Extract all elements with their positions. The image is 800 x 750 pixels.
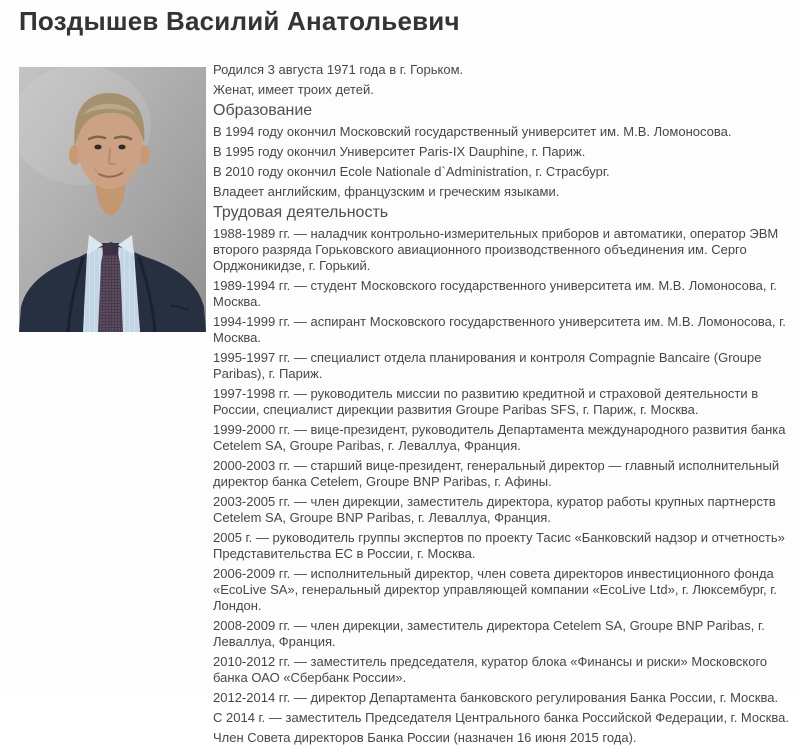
education-heading: Образование: [213, 102, 313, 119]
career-item: 1999-2000 гг. — вице-президент, руководитель Департамента международного развития банка Cetelem SA, Groupe Paribas, г. Леваллуа, Франция.: [213, 422, 786, 453]
education-item: В 1995 году окончил Университет Paris-IX Dauphine, г. Париж.: [213, 144, 586, 159]
content-area: [19, 62, 795, 750]
tie-pattern: [98, 253, 123, 332]
career-item: С 2014 г. — заместитель Председателя Центрального банка Российской Федерации, г. Москва.: [213, 710, 789, 725]
portrait-photo: [19, 67, 206, 332]
education-item: Владеет английским, французским и греческим языками.: [213, 184, 560, 199]
career-item: 2005 г. — руководитель группы экспертов по проекту Тасис «Банковский надзор и отчетность» Представительства ЕС в России, г. Москва.: [213, 530, 785, 561]
career-item: 2012-2014 гг. — директор Департамента банковского регулирования Банка России, г. Москва.: [213, 690, 779, 705]
career-item: 2010-2012 гг. — заместитель председателя, куратор блока «Финансы и риски» Московского банка ОАО «Сбербанк России».: [213, 654, 768, 685]
biography-text: [213, 62, 795, 750]
career-item: 2006-2009 гг. — исполнительный директор, член совета директоров инвестиционного фонда «EcoLive SA», генеральный директор управляющей компании «EcoLive Ltd», г. Люксембург, г. Лондон.: [213, 566, 777, 613]
eye-left: [94, 145, 101, 150]
career-item: 1994-1999 гг. — аспирант Московского государственного университета им. М.В. Ломоносова, г. Москва.: [213, 314, 786, 345]
education-item: В 2010 году окончил Ecole Nationale d`Administration, г. Страсбург.: [213, 164, 610, 179]
birth-line: Родился 3 августа 1971 года в г. Горьком.: [213, 62, 464, 77]
career-item: 2003-2005 гг. — член дирекции, заместитель директора, куратор работы крупных партнерств Cetelem SA, Groupe BNP Paribas, г. Леваллуа, Франция.: [213, 494, 776, 525]
education-item: В 1994 году окончил Московский государственный университет им. М.В. Ломоносова.: [213, 124, 732, 139]
career-item: 1989-1994 гг. — студент Московского государственного университета им. М.В. Ломоносова, г. Москва.: [213, 278, 777, 309]
eye-right: [118, 145, 125, 150]
career-item: 1997-1998 гг. — руководитель миссии по развитию кредитной и страховой деятельности в России, специалист дирекции развития Groupe Paribas SFS, г. Париж, г. Москва.: [213, 386, 759, 417]
career-item: Член Совета директоров Банка России (назначен 16 июня 2015 года).: [213, 730, 637, 745]
career-item: 2008-2009 гг. — член дирекции, заместитель директора Cetelem SA, Groupe BNP Paribas, г. Леваллуа, Франция.: [213, 618, 765, 649]
career-heading: Трудовая деятельность: [213, 204, 389, 221]
career-item: 1988-1989 гг. — наладчик контрольно-измерительных приборов и автоматики, оператор ЭВМ второго разряда Горьковского авиационного производственного объединения им. Серго Орджоникидзе, г. Горький.: [213, 226, 779, 273]
portrait-illustration: [19, 67, 206, 332]
career-item: 1995-1997 гг. — специалист отдела планирования и контроля Compagnie Bancaire (Groupe Paribas), г. Париж.: [213, 350, 762, 381]
page-title: Поздышев Василий Анатольевич: [19, 6, 460, 36]
career-item: 2000-2003 гг. — старший вице-президент, генеральный директор — главный исполнительный директор банка Cetelem, Groupe BNP Paribas, г. Афины.: [213, 458, 780, 489]
family-line: Женат, имеет троих детей.: [213, 82, 374, 97]
tie-knot: [102, 243, 119, 255]
